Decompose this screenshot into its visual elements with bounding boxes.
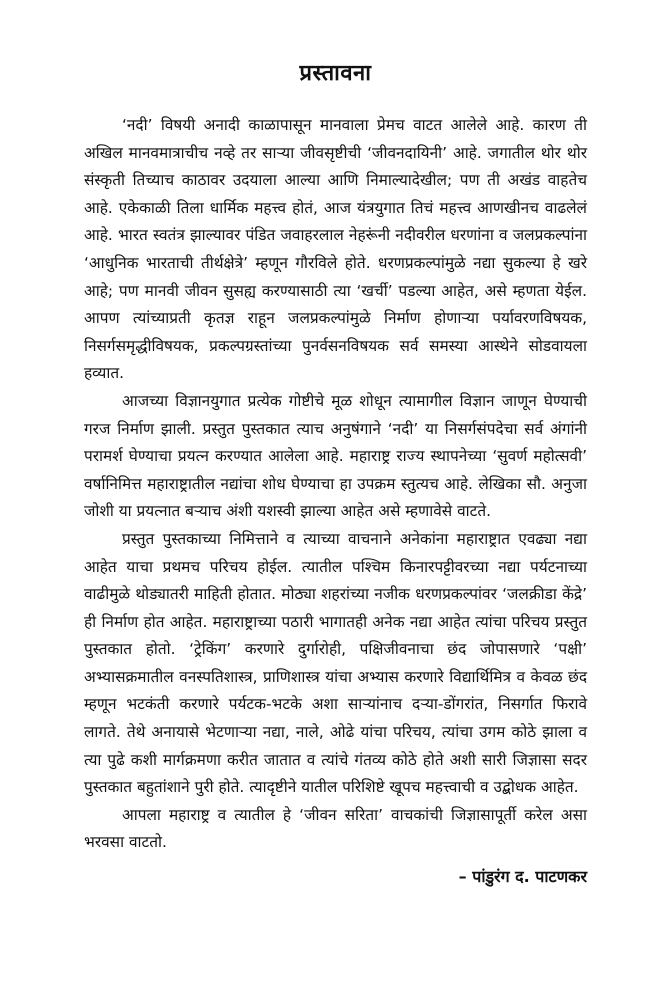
paragraph-2: आजच्या विज्ञानयुगात प्रत्येक गोष्टीचे मूळ शोधून त्यामागील विज्ञान जाणून घेण्याची गरज निर्माण झाली. प्रस्तुत पुस्तकात त्याच अनुषंगाने ‘नदी’ या निसर्गसंपदेचा सर्व अंगांनी परामर्श घेण्याचा प्रयत्न करण्यात आलेला आहे. महाराष्ट्र राज्य स्थापनेच्या ‘सुवर्ण महोत्सवी’ वर्षानिमित्त महाराष्ट्रातील नद्यांचा शोध घेण्याचा हा उपक्रम स्तुत्यच आहे. लेखिका सौ. अनुजा जोशी या प्रयत्नात बऱ्याच अंशी यशस्वी झाल्या आहेत असे म्हणावेसे वाटते.	[84, 391, 587, 521]
paragraph-3: प्रस्तुत पुस्तकाच्या निमित्ताने व त्याच्या वाचनाने अनेकांना महाराष्ट्रात एवढ्या नद्या आहेत याचा प्रथमच परिचय होईल. त्यातील पश्चिम किनारपट्टीवरच्या नद्या पर्यटनाच्या वाढीमुळे थोड्यातरी माहिती होतात. मोठ्या शहरांच्या नजीक धरणप्रकल्पांवर ‘जलक्रीडा केंद्रे’ ही निर्माण होत आहेत. महाराष्ट्राच्या पठारी भागातही अनेक नद्या आहेत त्यांचा परिचय प्रस्तुत पुस्तकात होतो. ‘ट्रेकिंग’ करणारे दुर्गारोही, पक्षिजीवनाचा छंद जोपासणारे ‘पक्षी’ अभ्यासक्रमातील वनस्पतिशास्त्र, प्राणिशास्त्र यांचा अभ्यास करणारे विद्यार्थिमित्र व केवळ छंद म्हणून भटकंती करणारे पर्यटक-भटके अशा साऱ्यांनाच दऱ्या-डोंगरांत, निसर्गात फिरावे लागते. तेथे अनायासे भेटणाऱ्या नद्या, नाले, ओढे यांचा परिचय, त्यांचा उगम कोठे झाला व त्या पुढे कशी मार्गक्रमणा करीत जातात व त्यांचे गंतव्य कोठे होते अशी सारी जिज्ञासा सदर पुस्तकात बहुतांशाने पुरी होते. त्यादृष्टीने यातील परिशिष्टे खूपच महत्त्वाची व उद्बोधक आहेत.	[84, 529, 587, 797]
page-title: प्रस्तावना	[299, 61, 372, 86]
paragraph-1: ‘नदी’ विषयी अनादी काळापासून मानवाला प्रेमच वाटत आलेले आहे. कारण ती अखिल मानवमात्राचीच नव्हे तर साऱ्या जीवसृष्टीची ‘जीवनदायिनी’ आहे. जगातील थोर थोर संस्कृती तिच्याच काठावर उदयाला आल्या आणि निमाल्यादेखील; पण ती अखंड वाहतेच आहे. एकेकाळी तिला धार्मिक महत्त्व होतं, आज यंत्रयुगात तिचं महत्त्व आणखीनच वाढलेलं आहे. भारत स्वतंत्र झाल्यावर पंडित जवाहरलाल नेहरूंनी नदीवरील धरणांना व जलप्रकल्पांना ‘आधुनिक भारताची तीर्थक्षेत्रे’ म्हणून गौरविले होते. धरणप्रकल्पांमुळे नद्या सुकल्या हे खरे आहे; पण मानवी जीवन सुसह्य करण्यासाठी त्या ‘खर्ची’ पडल्या आहेत, असे म्हणता येईल. आपण त्यांच्याप्रती कृतज्ञ राहून जलप्रकल्पांमुळे निर्माण होणाऱ्या पर्यावरणविषयक, निसर्गसमृद्धीविषयक, प्रकल्पग्रस्तांच्या पुनर्वसनविषयक सर्व समस्या आस्थेने सोडवायला हव्यात.	[84, 116, 587, 383]
preface-page	[84, 60, 587, 891]
paragraph-4: आपला महाराष्ट्र व त्यातील हे ‘जीवन सरिता’ वाचकांची जिज्ञासापूर्ती करेल असा भरवसा वाटतो.	[84, 805, 587, 852]
author-signature: – पांडुरंग द. पाटणकर	[458, 867, 587, 887]
